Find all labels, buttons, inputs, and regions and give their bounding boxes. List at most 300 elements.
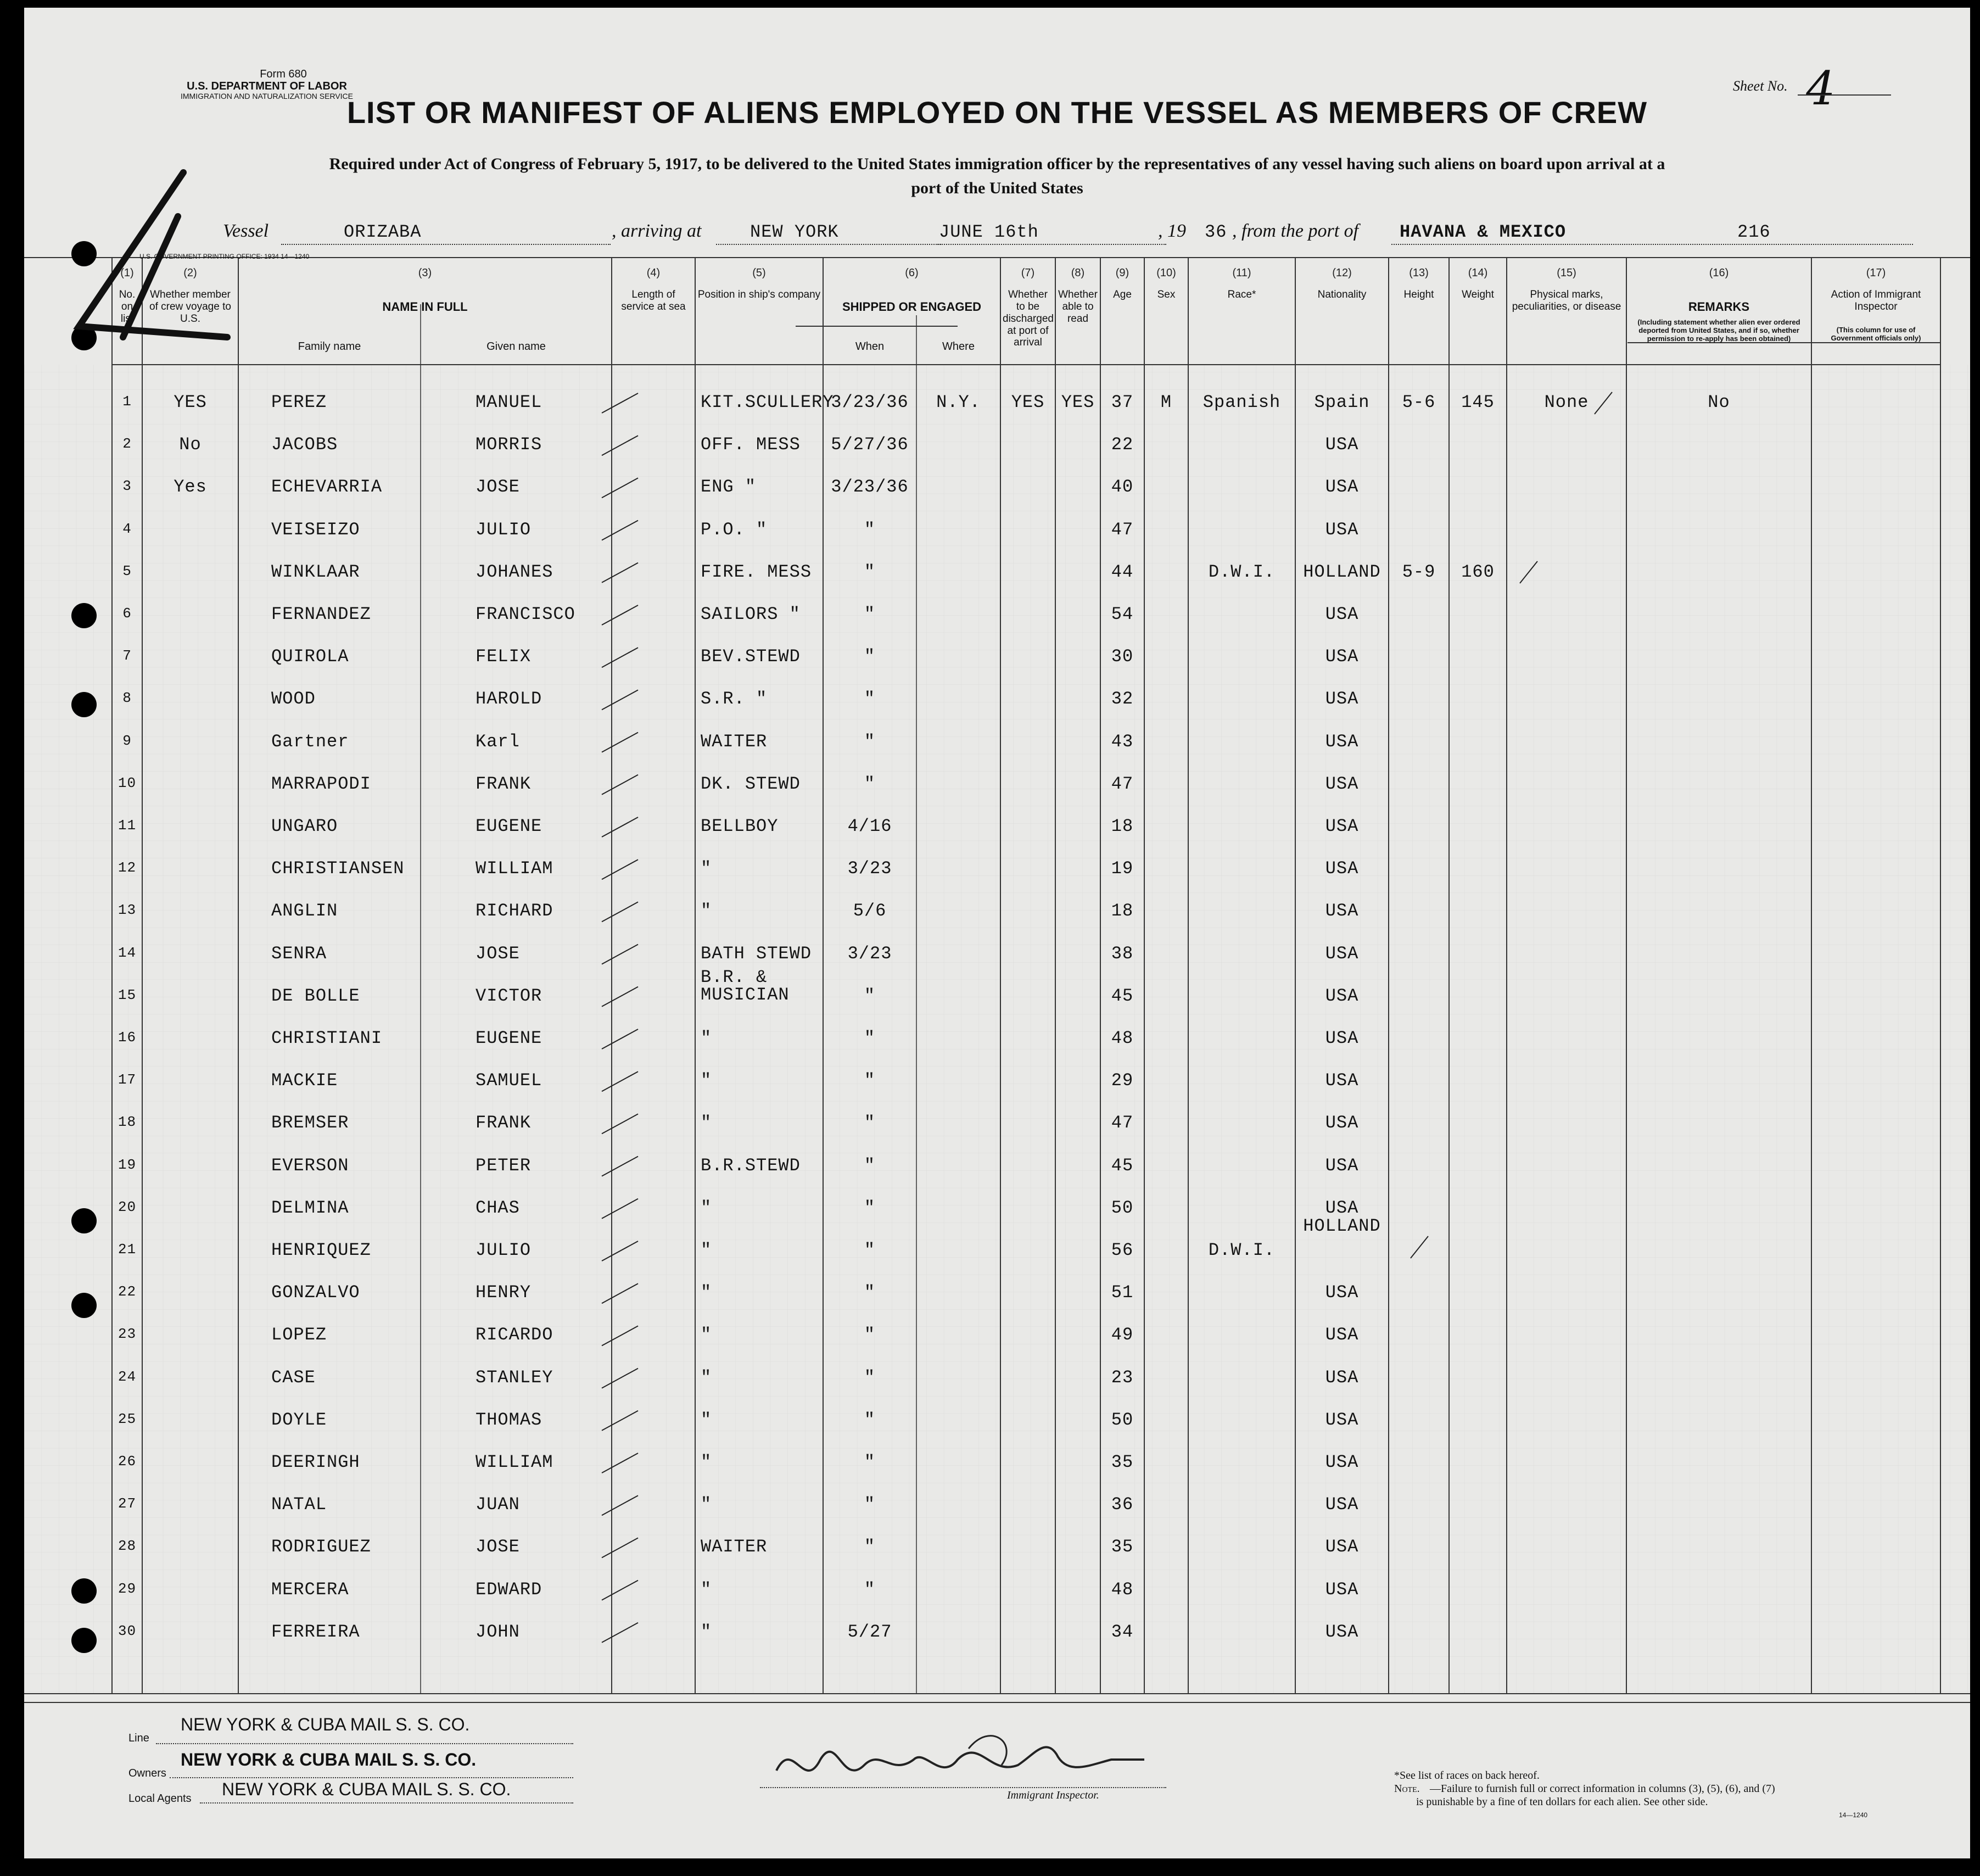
cell-position: " — [701, 1113, 712, 1134]
cell-age: 38 — [1111, 943, 1134, 964]
cell-no: 17 — [118, 1071, 137, 1088]
column-header: Sex — [1157, 289, 1176, 300]
column-number: (3) — [418, 267, 432, 279]
cell-age: 51 — [1111, 1282, 1134, 1303]
cell-race: Spanish — [1202, 392, 1281, 412]
cell-height: 5-9 — [1402, 561, 1436, 582]
cell-when: 5/6 — [853, 901, 887, 922]
cell-when: 4/16 — [847, 816, 892, 836]
cell-discharged: YES — [1011, 392, 1045, 412]
cell-given: JOSE — [476, 477, 520, 498]
cell-nationality: USA — [1325, 1494, 1359, 1515]
cell-given: THOMAS — [476, 1409, 542, 1430]
cell-position: " — [701, 1621, 712, 1642]
binder-hole — [71, 1628, 97, 1653]
date-underline — [936, 244, 1166, 245]
cell-no: 5 — [122, 562, 132, 579]
cell-sex: M — [1160, 392, 1172, 412]
binder-hole — [71, 603, 97, 628]
column-subheader: Family name — [298, 340, 361, 353]
vessel-underline — [281, 244, 611, 245]
cell-no: 8 — [122, 690, 132, 707]
cell-given: EUGENE — [476, 816, 542, 836]
cell-family: GONZALVO — [271, 1282, 360, 1303]
cell-position: S.R. " — [701, 689, 768, 710]
cell-given: JOHANES — [476, 561, 553, 582]
column-header: Whether able to read — [1058, 289, 1098, 325]
arrival-date: JUNE 16th — [939, 222, 1039, 242]
cell-no: 12 — [118, 859, 137, 876]
cell-when: " — [864, 1537, 876, 1557]
cell-when: " — [864, 519, 876, 540]
cell-family: ANGLIN — [271, 901, 338, 922]
column-number: (11) — [1232, 267, 1251, 279]
cell-nationality: USA — [1325, 773, 1359, 794]
cell-member: Yes — [174, 477, 207, 498]
cell-age: 18 — [1111, 816, 1134, 836]
sheet-label: Sheet No. — [1733, 78, 1788, 94]
vessel-number: 216 — [1737, 222, 1771, 242]
cell-no: 27 — [118, 1495, 137, 1512]
cell-age: 35 — [1111, 1537, 1134, 1557]
cell-when: 3/23 — [847, 858, 892, 879]
cell-when: " — [864, 1240, 876, 1260]
cell-position: " — [701, 1282, 712, 1303]
cell-weight: 160 — [1461, 561, 1495, 582]
cell-no: 11 — [118, 817, 137, 834]
cell-family: WOOD — [271, 689, 316, 710]
arriving-label: , arriving at — [612, 221, 702, 241]
column-subheader: Given name — [486, 340, 546, 353]
cell-where: N.Y. — [936, 392, 981, 412]
cell-no: 4 — [122, 520, 132, 537]
cell-family: CHRISTIANSEN — [271, 858, 405, 879]
cell-remarks: No — [1708, 392, 1730, 412]
cell-nationality: USA — [1325, 1579, 1359, 1600]
agents-label: Local Agents — [128, 1793, 192, 1805]
cell-family: NATAL — [271, 1494, 327, 1515]
arriving-port: NEW YORK — [750, 222, 839, 242]
cell-no: 10 — [118, 774, 137, 791]
cell-race: D.W.I. — [1208, 1240, 1276, 1260]
cell-nationality: USA — [1325, 858, 1359, 879]
cell-nationality: USA — [1325, 943, 1359, 964]
cell-weight: 145 — [1461, 392, 1495, 412]
cell-family: UNGARO — [271, 816, 338, 836]
cell-age: 34 — [1111, 1621, 1134, 1642]
cell-given: JULIO — [476, 519, 532, 540]
cell-when: " — [864, 1028, 876, 1048]
cell-when: " — [864, 561, 876, 582]
column-number: (13) — [1409, 267, 1429, 279]
cell-no: 24 — [118, 1368, 137, 1385]
arrival-year: 36 — [1205, 222, 1227, 242]
cell-family: QUIROLA — [271, 646, 349, 667]
cell-position: " — [701, 1409, 712, 1430]
form-number: Form 680 — [260, 68, 307, 80]
cell-position: SAILORS " — [701, 604, 801, 624]
cell-no: 7 — [122, 647, 132, 665]
cell-when: 3/23/36 — [831, 392, 909, 412]
cell-family: MARRAPODI — [271, 773, 371, 794]
column-number: (2) — [183, 267, 197, 279]
cell-age: 36 — [1111, 1494, 1134, 1515]
cell-no: 21 — [118, 1241, 137, 1258]
cell-given: RICHARD — [476, 901, 553, 922]
cell-nationality: HOLLAND — [1303, 1216, 1381, 1236]
cell-family: Gartner — [271, 731, 349, 752]
cell-when: " — [864, 1197, 876, 1218]
cell-when: " — [864, 646, 876, 667]
cell-when: " — [864, 1409, 876, 1430]
department: U.S. DEPARTMENT OF LABOR — [187, 80, 347, 92]
cell-given: JOSE — [476, 1537, 520, 1557]
cell-no: 6 — [122, 605, 132, 622]
line-value: NEW YORK & CUBA MAIL S. S. CO. — [181, 1715, 470, 1734]
cell-nationality: USA — [1325, 1155, 1359, 1176]
cell-family: MACKIE — [271, 1070, 338, 1091]
cell-given: Karl — [476, 731, 520, 752]
cell-when: " — [864, 1494, 876, 1515]
column-header: REMARKS — [1688, 300, 1750, 314]
owners-underline — [170, 1777, 573, 1778]
cell-family: DELMINA — [271, 1197, 349, 1218]
cell-position: BATH STEWD — [701, 943, 812, 964]
cell-nationality: USA — [1325, 689, 1359, 710]
column-number: (6) — [905, 267, 919, 279]
cell-given: FRANK — [476, 1113, 532, 1134]
cell-given: HAROLD — [476, 689, 542, 710]
column-number: (5) — [752, 267, 766, 279]
cell-position: " — [701, 1070, 712, 1091]
agents-underline — [200, 1802, 573, 1804]
column-number: (1) — [120, 267, 134, 279]
cell-family: RODRIGUEZ — [271, 1537, 371, 1557]
note-line-1: —Failure to furnish full or correct information in columns (3), (5), (6), and (7) — [1430, 1783, 1775, 1795]
column-header: No. on list — [119, 289, 136, 325]
cell-position: " — [701, 1452, 712, 1472]
cell-position: " — [701, 858, 712, 879]
cell-position: B.R. & — [701, 967, 768, 987]
column-number: (4) — [646, 267, 661, 279]
cell-position: " — [701, 1240, 712, 1260]
cell-position: " — [701, 1028, 712, 1048]
cell-family: EVERSON — [271, 1155, 349, 1176]
cell-no: 18 — [118, 1114, 137, 1131]
cell-nationality: USA — [1325, 731, 1359, 752]
vessel-name: ORIZABA — [344, 222, 422, 242]
year-prefix: , 19 — [1158, 221, 1186, 241]
cell-family: MERCERA — [271, 1579, 349, 1600]
cell-when: " — [864, 1325, 876, 1345]
column-number: (14) — [1468, 267, 1488, 279]
column-number: (7) — [1021, 267, 1035, 279]
cell-family: PEREZ — [271, 392, 327, 412]
cell-member: YES — [174, 392, 207, 412]
cell-age: 47 — [1111, 519, 1134, 540]
cell-given: SAMUEL — [476, 1070, 542, 1091]
from-label: , from the port of — [1232, 221, 1359, 241]
cell-given: RICARDO — [476, 1325, 553, 1345]
cell-position: BELLBOY — [701, 816, 779, 836]
cell-position: WAITER — [701, 731, 768, 752]
cell-no: 23 — [118, 1326, 137, 1343]
owners-value: NEW YORK & CUBA MAIL S. S. CO. — [181, 1750, 477, 1769]
binder-hole — [71, 1208, 97, 1233]
cell-when: " — [864, 1367, 876, 1388]
cell-given: JULIO — [476, 1240, 532, 1260]
cell-nationality: USA — [1325, 1325, 1359, 1345]
cell-age: 19 — [1111, 858, 1134, 879]
column-number: (12) — [1332, 267, 1352, 279]
cell-marks: None — [1544, 392, 1589, 412]
cell-age: 56 — [1111, 1240, 1134, 1260]
cell-no: 3 — [122, 478, 132, 495]
cell-position: DK. STEWD — [701, 773, 801, 794]
cell-given: JUAN — [476, 1494, 520, 1515]
cell-position: B.R.STEWD — [701, 1155, 801, 1176]
cell-nationality: USA — [1325, 1452, 1359, 1472]
cell-height: 5-6 — [1402, 392, 1436, 412]
cell-age: 23 — [1111, 1367, 1134, 1388]
cell-when: " — [864, 1579, 876, 1600]
cell-no: 15 — [118, 986, 137, 1003]
cell-age: 54 — [1111, 604, 1134, 624]
cell-race: D.W.I. — [1208, 561, 1276, 582]
cell-position: WAITER — [701, 1537, 768, 1557]
column-number: (15) — [1557, 267, 1576, 279]
cell-when: " — [864, 985, 876, 1006]
cell-nationality: USA — [1325, 985, 1359, 1006]
column-number: (9) — [1115, 267, 1129, 279]
column-header: Race* — [1227, 289, 1256, 300]
column-number: (16) — [1709, 267, 1729, 279]
cell-position-line2: MUSICIAN — [701, 984, 790, 1005]
cell-no: 25 — [118, 1410, 137, 1427]
cell-given: FELIX — [476, 646, 532, 667]
cell-position: FIRE. MESS — [701, 561, 812, 582]
cell-nationality: USA — [1325, 1367, 1359, 1388]
cell-given: FRANCISCO — [476, 604, 575, 624]
subtitle-line-2: port of the United States — [911, 179, 1083, 197]
column-number: (10) — [1156, 267, 1176, 279]
agents-value: NEW YORK & CUBA MAIL S. S. CO. — [222, 1779, 511, 1799]
owners-label: Owners — [128, 1767, 166, 1779]
cell-nationality: USA — [1325, 901, 1359, 922]
cell-given: WILLIAM — [476, 858, 553, 879]
cell-age: 48 — [1111, 1579, 1134, 1600]
binder-hole — [71, 1578, 97, 1604]
cell-when: " — [864, 689, 876, 710]
cell-nationality: USA — [1325, 1282, 1359, 1303]
column-number: (8) — [1071, 267, 1085, 279]
cell-family: WINKLAAR — [271, 561, 360, 582]
cell-when: 3/23/36 — [831, 477, 909, 498]
cell-family: BREMSER — [271, 1113, 349, 1134]
cell-when: " — [864, 1113, 876, 1134]
column-note: (This column for use of Government officials only) — [1831, 326, 1921, 342]
cell-nationality: USA — [1325, 1028, 1359, 1048]
cell-family: HENRIQUEZ — [271, 1240, 371, 1260]
from-underline — [1391, 244, 1913, 245]
cell-age: 32 — [1111, 689, 1134, 710]
note-label: Note. — [1394, 1783, 1420, 1795]
cell-nationality: Spain — [1314, 392, 1370, 412]
line-label: Line — [128, 1732, 149, 1744]
cell-position: " — [701, 1494, 712, 1515]
cell-nationality: USA — [1325, 1537, 1359, 1557]
page-title: LIST OR MANIFEST OF ALIENS EMPLOYED ON THE VESSEL AS MEMBERS OF CREW — [346, 95, 1648, 130]
cell-when: " — [864, 1452, 876, 1472]
cell-when: " — [864, 1155, 876, 1176]
column-header: Action of Immigrant Inspector — [1831, 289, 1921, 312]
column-header: Length of service at sea — [621, 289, 686, 312]
cell-no: 20 — [118, 1198, 137, 1215]
cell-family: JACOBS — [271, 434, 338, 455]
cell-family: FERREIRA — [271, 1621, 360, 1642]
cell-no: 16 — [118, 1029, 137, 1046]
column-number: (17) — [1866, 267, 1886, 279]
cell-nationality: USA — [1325, 477, 1359, 498]
column-header: Height — [1403, 289, 1434, 300]
cell-family: FERNANDEZ — [271, 604, 371, 624]
column-header: Nationality — [1317, 289, 1367, 300]
cell-age: 45 — [1111, 1155, 1134, 1176]
cell-when: " — [864, 1282, 876, 1303]
cell-nationality: USA — [1325, 434, 1359, 455]
cell-age: 50 — [1111, 1197, 1134, 1218]
inspector-underline — [760, 1787, 1166, 1788]
column-header: Physical marks, peculiarities, or disease — [1512, 289, 1621, 312]
cell-family: ECHEVARRIA — [271, 477, 383, 498]
cell-family: CASE — [271, 1367, 316, 1388]
cell-position: BEV.STEWD — [701, 646, 801, 667]
cell-age: 18 — [1111, 901, 1134, 922]
cell-given: MANUEL — [476, 392, 542, 412]
cell-no: 13 — [118, 902, 137, 919]
cell-family: SENRA — [271, 943, 327, 964]
cell-age: 45 — [1111, 985, 1134, 1006]
inspector-signature — [760, 1727, 1166, 1804]
cell-position: OFF. MESS — [701, 434, 801, 455]
cell-age: 50 — [1111, 1409, 1134, 1430]
inspector-label: Immigrant Inspector. — [1007, 1789, 1099, 1801]
cell-no: 1 — [122, 393, 132, 410]
cell-no: 2 — [122, 436, 132, 453]
cell-age: 40 — [1111, 477, 1134, 498]
cell-no: 28 — [118, 1538, 137, 1555]
cell-nationality: HOLLAND — [1303, 561, 1381, 582]
line-underline — [156, 1743, 573, 1744]
cell-nationality: USA — [1325, 1197, 1359, 1218]
column-note: (Including statement whether alien ever ordered deported from United States, and if so, whether permission to re-apply has been obtained) — [1637, 318, 1800, 343]
cell-given: JOHN — [476, 1621, 520, 1642]
cell-family: LOPEZ — [271, 1325, 327, 1345]
cell-age: 44 — [1111, 561, 1134, 582]
cell-age: 48 — [1111, 1028, 1134, 1048]
cell-no: 14 — [118, 944, 137, 961]
cell-position: " — [701, 1197, 712, 1218]
cell-age: 47 — [1111, 773, 1134, 794]
cell-read: YES — [1061, 392, 1095, 412]
arriving-underline — [716, 244, 941, 245]
column-subheader: Where — [942, 340, 975, 353]
cell-given: PETER — [476, 1155, 532, 1176]
from-port: HAVANA & MEXICO — [1400, 222, 1567, 242]
cell-position: P.O. " — [701, 519, 768, 540]
cell-age: 30 — [1111, 646, 1134, 667]
cell-position: ENG " — [701, 477, 757, 498]
cell-nationality: USA — [1325, 519, 1359, 540]
cell-nationality: USA — [1325, 1621, 1359, 1642]
column-header: NAME IN FULL — [382, 300, 468, 314]
cell-no: 30 — [118, 1622, 137, 1639]
cell-age: 37 — [1111, 392, 1134, 412]
cell-given: HENRY — [476, 1282, 532, 1303]
subtitle-line-1: Required under Act of Congress of February 5, 1917, to be delivered to the United States immigration officer by the representatives of any vessel having such aliens on board upon arrival at a — [329, 155, 1665, 173]
cell-family: DE BOLLE — [271, 985, 360, 1006]
cell-age: 43 — [1111, 731, 1134, 752]
cell-position: " — [701, 1325, 712, 1345]
cell-when: 5/27/36 — [831, 434, 909, 455]
cell-position: " — [701, 901, 712, 922]
cell-age: 49 — [1111, 1325, 1134, 1345]
cell-when: 3/23 — [847, 943, 892, 964]
cell-given: MORRIS — [476, 434, 542, 455]
column-header: Whether to be discharged at port of arrival — [1003, 289, 1054, 349]
cell-nationality: USA — [1325, 1070, 1359, 1091]
vessel-label: Vessel — [223, 221, 269, 241]
cell-when: " — [864, 731, 876, 752]
cell-given: STANLEY — [476, 1367, 553, 1388]
cell-given: EUGENE — [476, 1028, 542, 1048]
cell-given: WILLIAM — [476, 1452, 553, 1472]
cell-family: DOYLE — [271, 1409, 327, 1430]
cell-when: " — [864, 1070, 876, 1091]
cell-no: 22 — [118, 1283, 137, 1300]
cell-given: CHAS — [476, 1197, 520, 1218]
cell-given: VICTOR — [476, 985, 542, 1006]
note-line-2: is punishable by a fine of ten dollars for each alien. See other side. — [1416, 1796, 1708, 1808]
column-header: Position in ship's company — [697, 289, 821, 300]
cell-age: 47 — [1111, 1113, 1134, 1134]
cell-when: 5/27 — [847, 1621, 892, 1642]
column-subheader: When — [855, 340, 885, 353]
binder-hole — [71, 1293, 97, 1318]
cell-age: 22 — [1111, 434, 1134, 455]
cell-no: 26 — [118, 1453, 137, 1470]
cell-nationality: USA — [1325, 1409, 1359, 1430]
cell-given: JOSE — [476, 943, 520, 964]
cell-nationality: USA — [1325, 816, 1359, 836]
cell-position: " — [701, 1579, 712, 1600]
cell-member: No — [179, 434, 202, 455]
sheet-number: 4 — [1806, 62, 1836, 115]
cell-given: EDWARD — [476, 1579, 542, 1600]
cell-when: " — [864, 773, 876, 794]
cell-age: 29 — [1111, 1070, 1134, 1091]
form-code: 14—1240 — [1839, 1811, 1868, 1819]
cell-no: 9 — [122, 732, 132, 749]
cell-family: VEISEIZO — [271, 519, 360, 540]
printing-office: U.S. GOVERNMENT PRINTING OFFICE: 1934 14—1240 — [139, 253, 310, 260]
column-header: Age — [1113, 289, 1132, 300]
races-note: *See list of races on back hereof. — [1394, 1769, 1540, 1782]
cell-family: DEERINGH — [271, 1452, 360, 1472]
cell-position: " — [701, 1367, 712, 1388]
cell-nationality: USA — [1325, 604, 1359, 624]
column-header: Weight — [1462, 289, 1494, 300]
